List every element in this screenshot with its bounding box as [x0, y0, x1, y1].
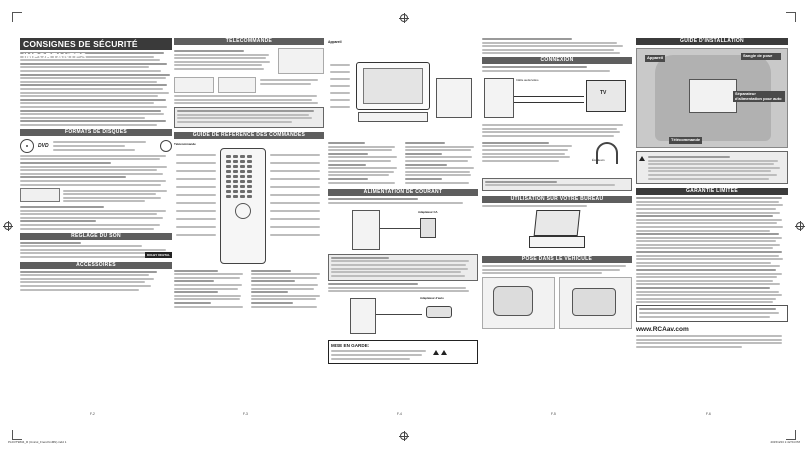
vehicule-heading: POSE DANS LE VÉHICULE [482, 256, 632, 263]
connexion-sub [482, 66, 632, 72]
desk-diagram [482, 210, 632, 250]
connexion-heading: CONNEXION [482, 57, 632, 64]
cable-label: Câble audio/vidéo [516, 77, 539, 82]
disc-format-row [20, 139, 172, 153]
ecouteurs-label: Écouteurs [592, 157, 605, 162]
device-front-drawing [356, 62, 430, 110]
callout-telecommande: Télécommande [671, 137, 701, 142]
telecommande-label: Télécommande [174, 141, 196, 146]
tv-figure [586, 80, 626, 112]
registration-mark-right [796, 222, 804, 230]
vehicle-diagrams [482, 277, 632, 329]
callout-separateur: Séparateur d'alimentation pour auto [733, 91, 785, 102]
garantie-heading: GARANTIE LIMITÉE [636, 188, 788, 195]
reglage-heading: RÉGLAGE DU SON [20, 233, 172, 240]
registration-form-lines [636, 335, 788, 348]
registration-mark-left [4, 222, 12, 230]
appareil-label: Appareil [328, 40, 342, 44]
page-number-f5: F-5 [551, 412, 556, 416]
website-link[interactable]: www.RCAav.com [636, 326, 689, 334]
device-screen [363, 68, 423, 104]
crop-mark-top-right [786, 12, 796, 22]
mounted-device [689, 79, 737, 113]
bureau-heading: UTILISATION SUR VOTRE BUREAU [482, 196, 632, 203]
safety-title: CONSIGNES DE SÉCURITÉ IMPORTANTES [20, 38, 172, 50]
formats-text [20, 155, 172, 186]
ac-adapter-diagram [328, 206, 478, 252]
page-number-f2: F-2 [90, 412, 95, 416]
remote-warning-box [174, 107, 324, 127]
crop-mark-bottom-left [12, 430, 22, 440]
column-connection [482, 38, 632, 410]
warning-symbols [433, 343, 475, 361]
registration-mark-top [400, 14, 408, 22]
tv-label: TV [600, 89, 607, 96]
warranty-text [636, 197, 788, 303]
install-warning-box [636, 151, 788, 184]
footer-file-name: PLDVT9834_R (Unicol_FrenchinMN).indd 1 [8, 440, 67, 444]
ac-adapter-figure [420, 218, 436, 238]
car-adapter-text [328, 283, 478, 292]
guide-heading: GUIDE DE RÉFÉRENCE DES COMMANDES [174, 132, 324, 139]
callout-sangle: Sangle de pose [741, 53, 781, 60]
remote-labels-left [176, 154, 216, 238]
disc-region-icons [20, 188, 172, 204]
crop-mark-top-left [12, 12, 22, 22]
remote-text [174, 95, 324, 104]
battery-figure [278, 48, 324, 74]
mise-en-garde-box [328, 340, 478, 364]
region-diagram [20, 188, 60, 202]
alimentation-intro [328, 198, 478, 204]
remote-intro [174, 48, 324, 74]
warranty-boxed-note [636, 305, 788, 322]
dvd-logo: DVD [38, 142, 49, 149]
warning-icon-2 [441, 350, 447, 355]
dolby-logo: DOLBY DIGITAL [146, 252, 170, 257]
battery-insert-figure [218, 77, 256, 93]
alimentation-heading: ALIMENTATION DE COURANT [328, 189, 478, 196]
page-number-f6: F-6 [706, 412, 711, 416]
column-installation [636, 38, 788, 410]
mise-en-garde-title: MISE EN GARDE: [331, 343, 370, 349]
column-remote [174, 38, 324, 410]
device-side-figure [352, 210, 380, 250]
vehicule-text [482, 265, 632, 274]
remote-navigation-pad [235, 203, 251, 219]
install-warning-icon [639, 156, 645, 161]
adaptateur-auto-label: Adaptateur d'auto [420, 296, 444, 301]
accessoires-heading: ACCESSOIRES [20, 262, 172, 269]
headrest-mount-figure [482, 277, 555, 329]
device-side-view [436, 78, 472, 118]
page-number-f3: F-3 [243, 412, 248, 416]
dolby-badge-wrap [20, 252, 172, 258]
device-left-callouts [330, 64, 350, 110]
remote-control-drawing [220, 148, 266, 264]
connection-intro [482, 38, 632, 54]
callout-appareil: Appareil [647, 55, 664, 60]
device-diagram [328, 48, 478, 140]
crop-mark-bottom-right [786, 430, 796, 440]
car-adapter-figure [426, 306, 452, 318]
volume-warning-box [482, 178, 632, 191]
desk-player-figure [525, 210, 589, 250]
remote-heading: TÉLÉCOMMANDE [174, 38, 324, 45]
car-adapter-diagram [328, 294, 478, 338]
cd-disc-icon [160, 140, 172, 152]
car-seat-photo [636, 48, 788, 148]
device-parts-list [328, 140, 478, 185]
remote-labels-right [270, 154, 320, 238]
formats-more-text [20, 206, 172, 230]
warning-icon [433, 350, 439, 355]
connection-steps [482, 124, 632, 137]
disc-icon [20, 139, 34, 153]
formats-heading: FORMATS DE DISQUES [20, 129, 172, 136]
page-number-f4: F-4 [397, 412, 402, 416]
footer-timestamp: 2015/4/23 1:42:54 PM [770, 440, 800, 444]
battery-install [174, 77, 324, 93]
bureau-text [482, 205, 632, 207]
tv-connection-diagram [482, 74, 632, 122]
battery-compartment-figure [174, 77, 214, 93]
install-heading: GUIDE D'INSTALLATION [636, 38, 788, 45]
remote-function-list [174, 268, 324, 310]
device-ports-figure [484, 78, 514, 118]
device-base [358, 112, 428, 122]
headrest-mount-figure-2 [559, 277, 632, 329]
safety-instructions [20, 52, 172, 126]
headphones-figure [582, 140, 632, 176]
device-side-figure-2 [350, 298, 376, 334]
accessoires-list [20, 271, 172, 291]
column-device [328, 38, 478, 410]
remote-buttons [226, 155, 260, 198]
adaptateur-ca-label: Adaptateur CA [418, 209, 438, 214]
registration-mark-bottom [400, 432, 408, 440]
headphones-section [482, 140, 632, 176]
power-warning-box [328, 254, 478, 282]
remote-diagram [174, 148, 324, 268]
column-safety [20, 38, 172, 410]
